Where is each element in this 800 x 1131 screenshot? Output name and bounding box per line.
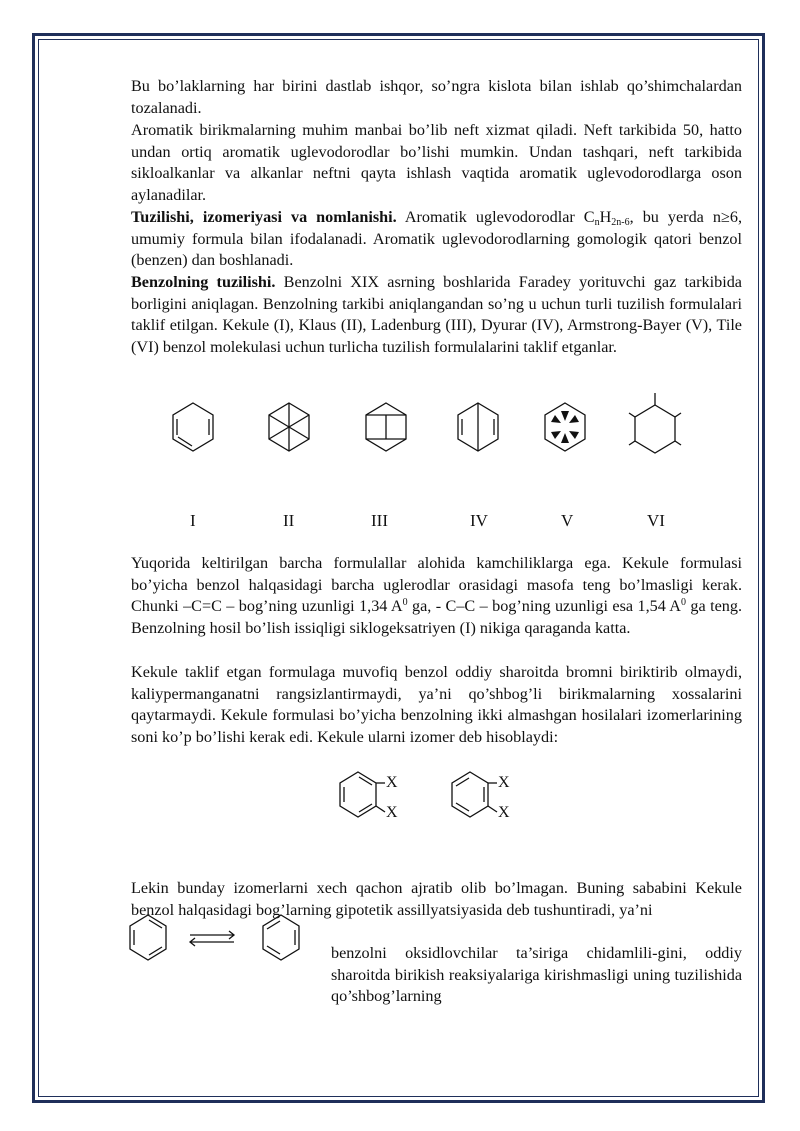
text-segment: ga teng. Benzolning hosil bo’lish issiqligi siklogeksatriyen (I) nikiga qaraganda katta. <box>131 597 742 638</box>
substituent-x-label: X <box>386 774 398 791</box>
superscript-0: 0 <box>681 597 686 609</box>
text-segment: H <box>599 208 612 226</box>
dewar-structure-IV <box>458 403 498 451</box>
text-segment: Benzolni XIX asrning boshlarida Faradey yorituvchi gaz tarkibida borligini aniqlagan. Benzolning tarkibi aniqlangandan so’ng u uchun turli tuzilish formulalari taklif etilgan. Kekule (I), Klaus (II), Ladenburg (III), Dyurar (IV), Armstrong-Bayer (V), Tile (VI) benzol molekulasi uchun turlicha tuzilish formulalarini taklif etganlar. <box>131 273 742 357</box>
substituent-x-label: X <box>498 804 510 821</box>
structure-label-I: I <box>190 511 196 530</box>
structure-label-III: III <box>371 511 388 530</box>
text-segment: Yuqorida keltirilgan barcha formulallar alohida kamchiliklarga ega. Kekule formulasi bo’yicha benzol halqasidagi barcha uglerodlar orasidagi masofa teng bo’lmasligi kerak. Chunki –C=C – bog’ning uzunligi 1,34 A <box>131 554 742 616</box>
structure-label-IV: IV <box>470 511 488 530</box>
ladenburg-structure-III <box>366 403 406 451</box>
superscript-0: 0 <box>402 597 408 609</box>
subscript-2n-6: 2n-6 <box>611 217 630 228</box>
kekule-structure-I <box>173 403 213 451</box>
heading-structure-isomerism: Tuzilishi, izomeriyasi va nomlanishi. <box>131 208 397 226</box>
heading-benzene-structure: Benzolning tuzilishi. <box>131 273 276 291</box>
thiele-structure-VI <box>629 393 681 453</box>
structure-label-VI: VI <box>647 511 665 530</box>
substituent-x-label: X <box>386 804 398 821</box>
text-segment: ga, - C–C – bog’ning uzunligi esa 1,54 A <box>407 597 681 616</box>
resonance-arrows <box>190 931 234 946</box>
paragraph-stability: benzolni oksidlovchilar ta’siriga chidamlili-gini, oddiy sharoitda birikish reaksiyalariga kirishmasligi uning tuzilishida qo’shbog’larning <box>331 944 742 1006</box>
kekule-resonance-right <box>263 915 299 960</box>
paragraph-kekule-isomers: Kekule taklif etgan formulaga muvofiq benzol oddiy sharoitda bromni biriktirib olmaydi, kaliypermanganatni rangsizlantirmaydi, ya’ni qo’shbog’li birikmalarning xossalarini qaytarmaydi. Kekule formulasi bo’yicha benzolning ikki almashgan hosilalari izomerlarining soni ko’p bo’lishi kerak edi. Kekule ularni izomer deb hisoblaydi: <box>131 663 742 747</box>
armstrong-bayer-structure-V <box>545 403 585 451</box>
paragraph-oil-source: Aromatik birikmalarning muhim manbai bo’lib neft xizmat qiladi. Neft tarkibida 50, hatto undan ortiq aromatik uglevodorodlar bo’lishi mumkin. Undan tashqari, neft tarkibida sikloalkanlar va alkanlar neftni qayta ishlash vaqtida aromatik uglevodorodlarga oson aylanadilar. <box>131 121 742 205</box>
text-segment: , bu yerda n≥6, umumiy formula bilan ifodalanadi. Aromatik uglevodorodlarning gomologik qatori benzol (benzen) dan boshlanadi. <box>131 208 742 270</box>
substituent-x-label: X <box>498 774 510 791</box>
paragraph-oscillation: Lekin bunday izomerlarni xech qachon ajratib olib bo’lmagan. Buning sababini Kekule benzol halqasidagi bog’larning gipotetik assillyatsiyasida deb tushuntiradi, ya’ni <box>131 879 742 919</box>
paragraph-kekule-flaws <box>131 553 742 640</box>
structure-label-II: II <box>283 511 295 530</box>
kekule-resonance-left <box>130 915 166 960</box>
ortho-isomer-right <box>452 772 497 817</box>
paragraph-purification: Bu bo’laklarning har birini dastlab ishqor, so’ngra kislota bilan ishlab qo’shimchalardan tozalanadi. <box>131 77 742 117</box>
subscript-n: n <box>594 217 600 228</box>
claus-structure-II <box>269 403 309 451</box>
ortho-isomer-left <box>340 772 385 817</box>
structure-label-V: V <box>561 511 574 530</box>
text-segment: Aromatik uglevodorodlar C <box>396 208 595 226</box>
